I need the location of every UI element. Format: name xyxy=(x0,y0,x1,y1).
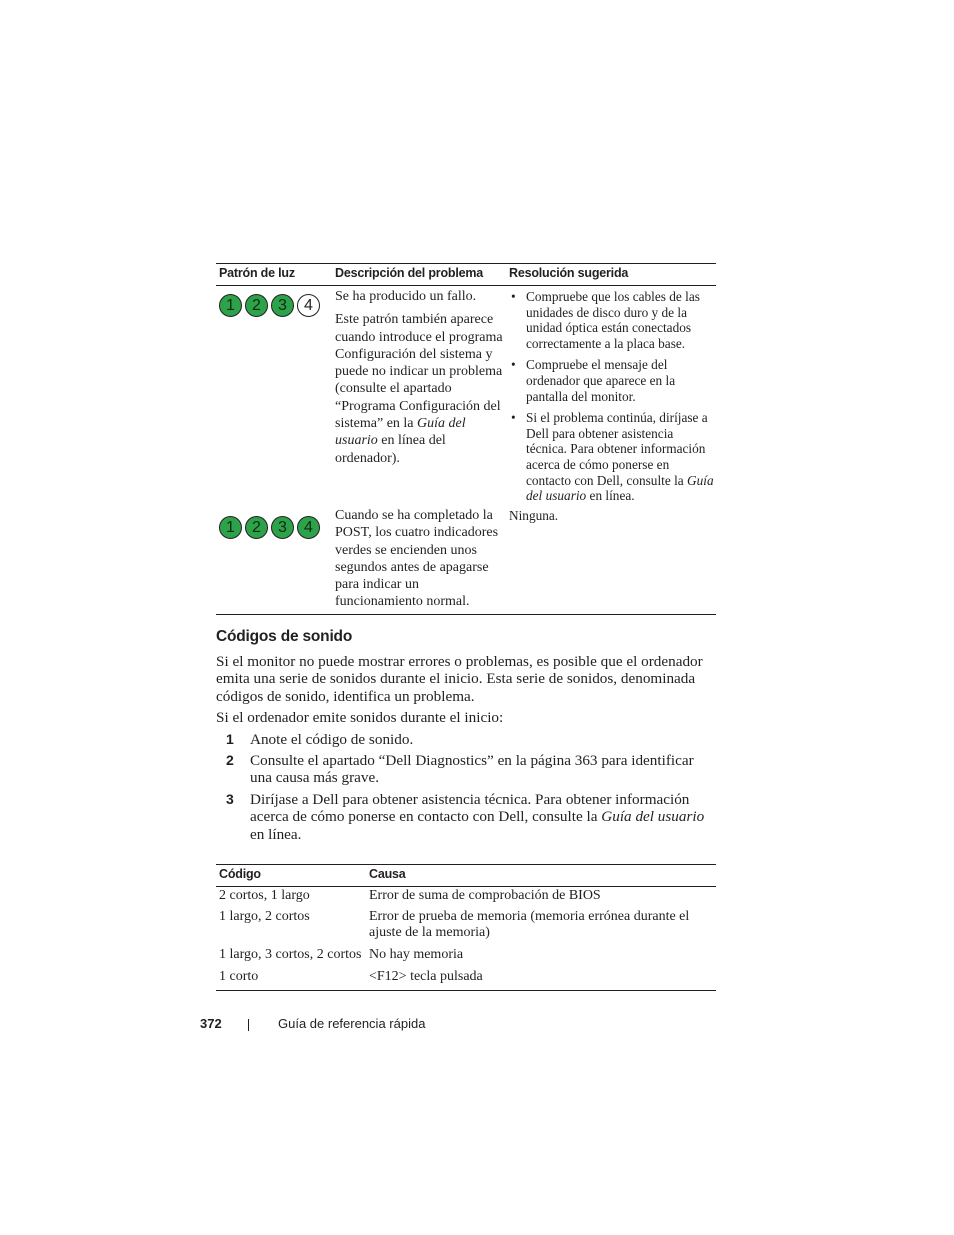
step-number: 1 xyxy=(226,731,234,747)
intro-paragraph: Si el monitor no puede mostrar errores o problemas, es posible que el ordenador emita una serie de sonidos durante el inicio. Esta serie de sonidos, denominada códigos de sonido, identifica un problema. xyxy=(216,653,703,705)
beep-code-table xyxy=(216,864,716,991)
table-row xyxy=(216,887,716,908)
table-bottom-rule xyxy=(216,614,716,615)
list-item: • Si el problema continúa, diríjase a Dell para obtener asistencia técnica. Para obtener información acerca de cómo ponerse en contacto con Dell, consulte la Guía del usuario en línea. xyxy=(511,410,714,504)
light-pattern-table xyxy=(216,263,716,615)
step-text: Consulte el apartado “Dell Diagnostics” en la página 363 para identificar una causa más grave. xyxy=(250,752,694,787)
header-light-pattern: Patrón de luz xyxy=(219,266,295,280)
header-problem-description: Descripción del problema xyxy=(335,266,484,280)
beep-cause: Error de prueba de memoria (memoria errónea durante el ajuste de la memoria) xyxy=(369,909,690,941)
beep-cause: No hay memoria xyxy=(369,947,464,962)
diagnostic-light-4-off-icon: 4 xyxy=(297,294,320,317)
description-paragraph: Este patrón también aparece cuando introduce el programa Configuración del sistema y puede no indicar un problema (consulte el apartado “Programa Configuración del sistema” en la Guía del usuario en línea del ordenador). xyxy=(335,312,503,466)
footer-title: Guía de referencia rápida xyxy=(278,1016,426,1031)
suggested-resolution xyxy=(509,289,714,510)
diagnostic-light-2-on-icon: 2 xyxy=(245,516,268,539)
table-row xyxy=(216,968,716,990)
header-cause: Causa xyxy=(369,867,406,881)
table-row xyxy=(216,908,716,946)
table-header-row xyxy=(216,264,716,285)
step-text: Anote el código de sonido. xyxy=(250,731,414,748)
lead-paragraph: Si el ordenador emite sonidos durante el inicio: xyxy=(216,709,504,726)
diagnostic-lights-pattern xyxy=(219,516,320,539)
table-header-row xyxy=(216,865,716,886)
beep-code: 2 cortos, 1 largo xyxy=(219,888,310,903)
table-bottom-rule xyxy=(216,990,716,991)
beep-cause: <F12> tecla pulsada xyxy=(369,969,483,984)
problem-description xyxy=(335,288,505,467)
footer-separator xyxy=(248,1019,249,1031)
step-number: 2 xyxy=(226,752,234,768)
diagnostic-light-2-on-icon: 2 xyxy=(245,294,268,317)
diagnostic-light-3-on-icon: 3 xyxy=(271,516,294,539)
section-heading: Códigos de sonido xyxy=(216,628,353,645)
diagnostic-light-4-on-icon: 4 xyxy=(297,516,320,539)
diagnostic-light-1-on-icon: 1 xyxy=(219,516,242,539)
page-number: 372 xyxy=(200,1016,222,1031)
beep-code: 1 largo, 2 cortos xyxy=(219,909,310,924)
step-number: 3 xyxy=(226,791,234,807)
step-1 xyxy=(226,731,716,748)
table-row xyxy=(216,946,716,968)
diagnostic-lights-pattern xyxy=(219,294,320,317)
diagnostic-light-1-on-icon: 1 xyxy=(219,294,242,317)
beep-code: 1 largo, 3 cortos, 2 cortos xyxy=(219,947,362,962)
header-suggested-resolution: Resolución sugerida xyxy=(509,266,629,280)
problem-description: Cuando se ha completado la POST, los cuatro indicadores verdes se encienden unos segundos antes de apagarse para indicar un funcionamiento normal. xyxy=(335,508,499,610)
step-text: Diríjase a Dell para obtener asistencia técnica. Para obtener información acerca de cómo ponerse en contacto con Dell, consulte la Guía del usuario en línea. xyxy=(250,791,705,843)
list-item: • Compruebe el mensaje del ordenador que aparece en la pantalla del monitor. xyxy=(511,357,676,404)
beep-cause: Error de suma de comprobación de BIOS xyxy=(369,888,601,903)
page-footer xyxy=(0,1016,954,1034)
diagnostic-light-3-on-icon: 3 xyxy=(271,294,294,317)
list-item: • Compruebe que los cables de las unidades de disco duro y de la unidad óptica están conectados correctamente a la placa base. xyxy=(511,289,700,351)
beep-code: 1 corto xyxy=(219,969,259,984)
header-code: Código xyxy=(219,867,261,881)
table-row xyxy=(216,507,716,614)
table-row xyxy=(216,286,716,507)
suggested-resolution: Ninguna. xyxy=(509,508,559,523)
description-line: Se ha producido un fallo. xyxy=(335,289,477,304)
step-2 xyxy=(226,752,716,787)
step-3 xyxy=(226,791,716,843)
